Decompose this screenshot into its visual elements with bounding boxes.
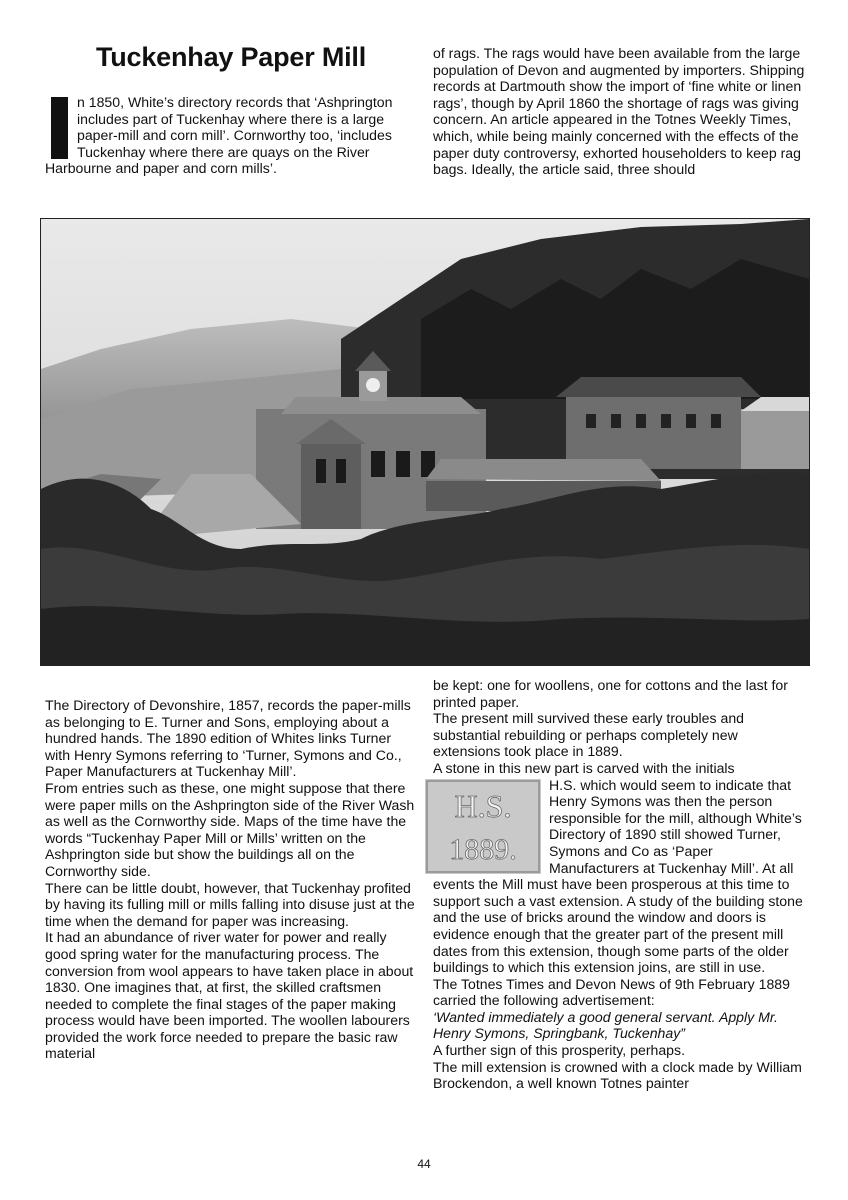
- right-paragraph: be kept: one for woollens, one for cottons and the last for printed paper.: [433, 677, 788, 710]
- top-right-column: [433, 45, 805, 178]
- right-column: [433, 677, 805, 1092]
- right-paragraph: The mill extension is crowned with a clock made by William Brockendon, a well known Totnes painter: [433, 1058, 802, 1092]
- right-paragraph: The present mill survived these early troubles and substantial rebuilding or perhaps completely new extensions took place in 1889.: [433, 710, 744, 760]
- stone-initials: H.S.: [454, 787, 512, 824]
- left-paragraph: It had an abundance of river water for power and really good spring water for the manufacturing process. The conversion from wool appears to have taken place in about 1830. One imagines that, at first, the skilled craftsmen needed to complete the final stages of the paper making process would have been imported. The woollen labourers provided the work force needed to prepare the basic raw material: [45, 929, 414, 1062]
- intro-paragraph: [45, 94, 417, 177]
- page-title: Tuckenhay Paper Mill: [95, 42, 367, 72]
- carved-stone-photo: [425, 779, 541, 874]
- left-paragraph: The Directory of Devonshire, 1857, records the paper-mills as belonging to E. Turner and Sons, employing about a hundred hands. The 1890 edition of Whites links Turner with Henry Symons referring to ‘Turner, Symons and Co., Paper Manufacturers at Tuckenhay Mill’.: [45, 697, 411, 780]
- right-paragraph: A stone in this new part is carved with the initials: [433, 759, 735, 776]
- advertisement-quote: ‘Wanted immediately a good general servant. Apply Mr. Henry Symons, Springbank, Tuckenhay”: [433, 1008, 778, 1042]
- left-column: [45, 697, 417, 1062]
- page-number: 44: [417, 1157, 431, 1171]
- mill-photograph: [40, 218, 810, 666]
- right-paragraph: H.S. which would seem to indicate that Henry Symons was then the person responsible for the mill, although White’s Directory of 1890 still showed Turner, Symons and Co as ‘Paper Manufacturers at Tuckenhay Mill’. At all events the Mill must have been prosperous at this time to support such a vast extension. A study of the building stone and the use of bricks around the window and doors is evidence enough that the greater part of the present mill dates from this extension, though some parts of the older buildings to which this extension joins, are still in use.: [433, 776, 803, 976]
- right-paragraph: A further sign of this prosperity, perhaps.: [433, 1042, 685, 1059]
- drop-cap: [51, 97, 68, 159]
- intro-text: n 1850, White’s directory records that ‘Ashprington includes part of Tuckenhay where there is a large paper-mill and corn mill’. Cornworthy too, ‘includes Tuckenhay where there are quays on the River Harbourne and paper and corn mills’.: [45, 94, 393, 177]
- left-paragraph: There can be little doubt, however, that Tuckenhay profited by having its fulling mill or mills falling into disuse just at the time when the demand for paper was increasing.: [45, 879, 415, 929]
- left-paragraph: From entries such as these, one might suppose that there were paper mills on the Ashprington side of the River Wash as well as the Cornworthy side. Maps of the time have the words “Tuckenhay Paper Mill or Mills’ written on the Ashprington side but show the buildings all on the Cornworthy side.: [45, 779, 415, 879]
- mill-photo-illustration: [41, 219, 809, 665]
- stone-year: 1889.: [449, 832, 517, 866]
- right-paragraph: The Totnes Times and Devon News of 9th February 1889 carried the following advertisement:: [433, 975, 790, 1009]
- top-right-text: of rags. The rags would have been available from the large population of Devon and augmented by importers. Shipping records at Dartmouth show the import of ‘fine white or linen rags’, though by April 1860 the shortage of rags was giving concern. An article appeared in the Totnes Weekly Times, which, while being mainly concerned with the effects of the paper duty controversy, exhorted householders to keep rag bags. Ideally, the article said, three should: [433, 45, 805, 178]
